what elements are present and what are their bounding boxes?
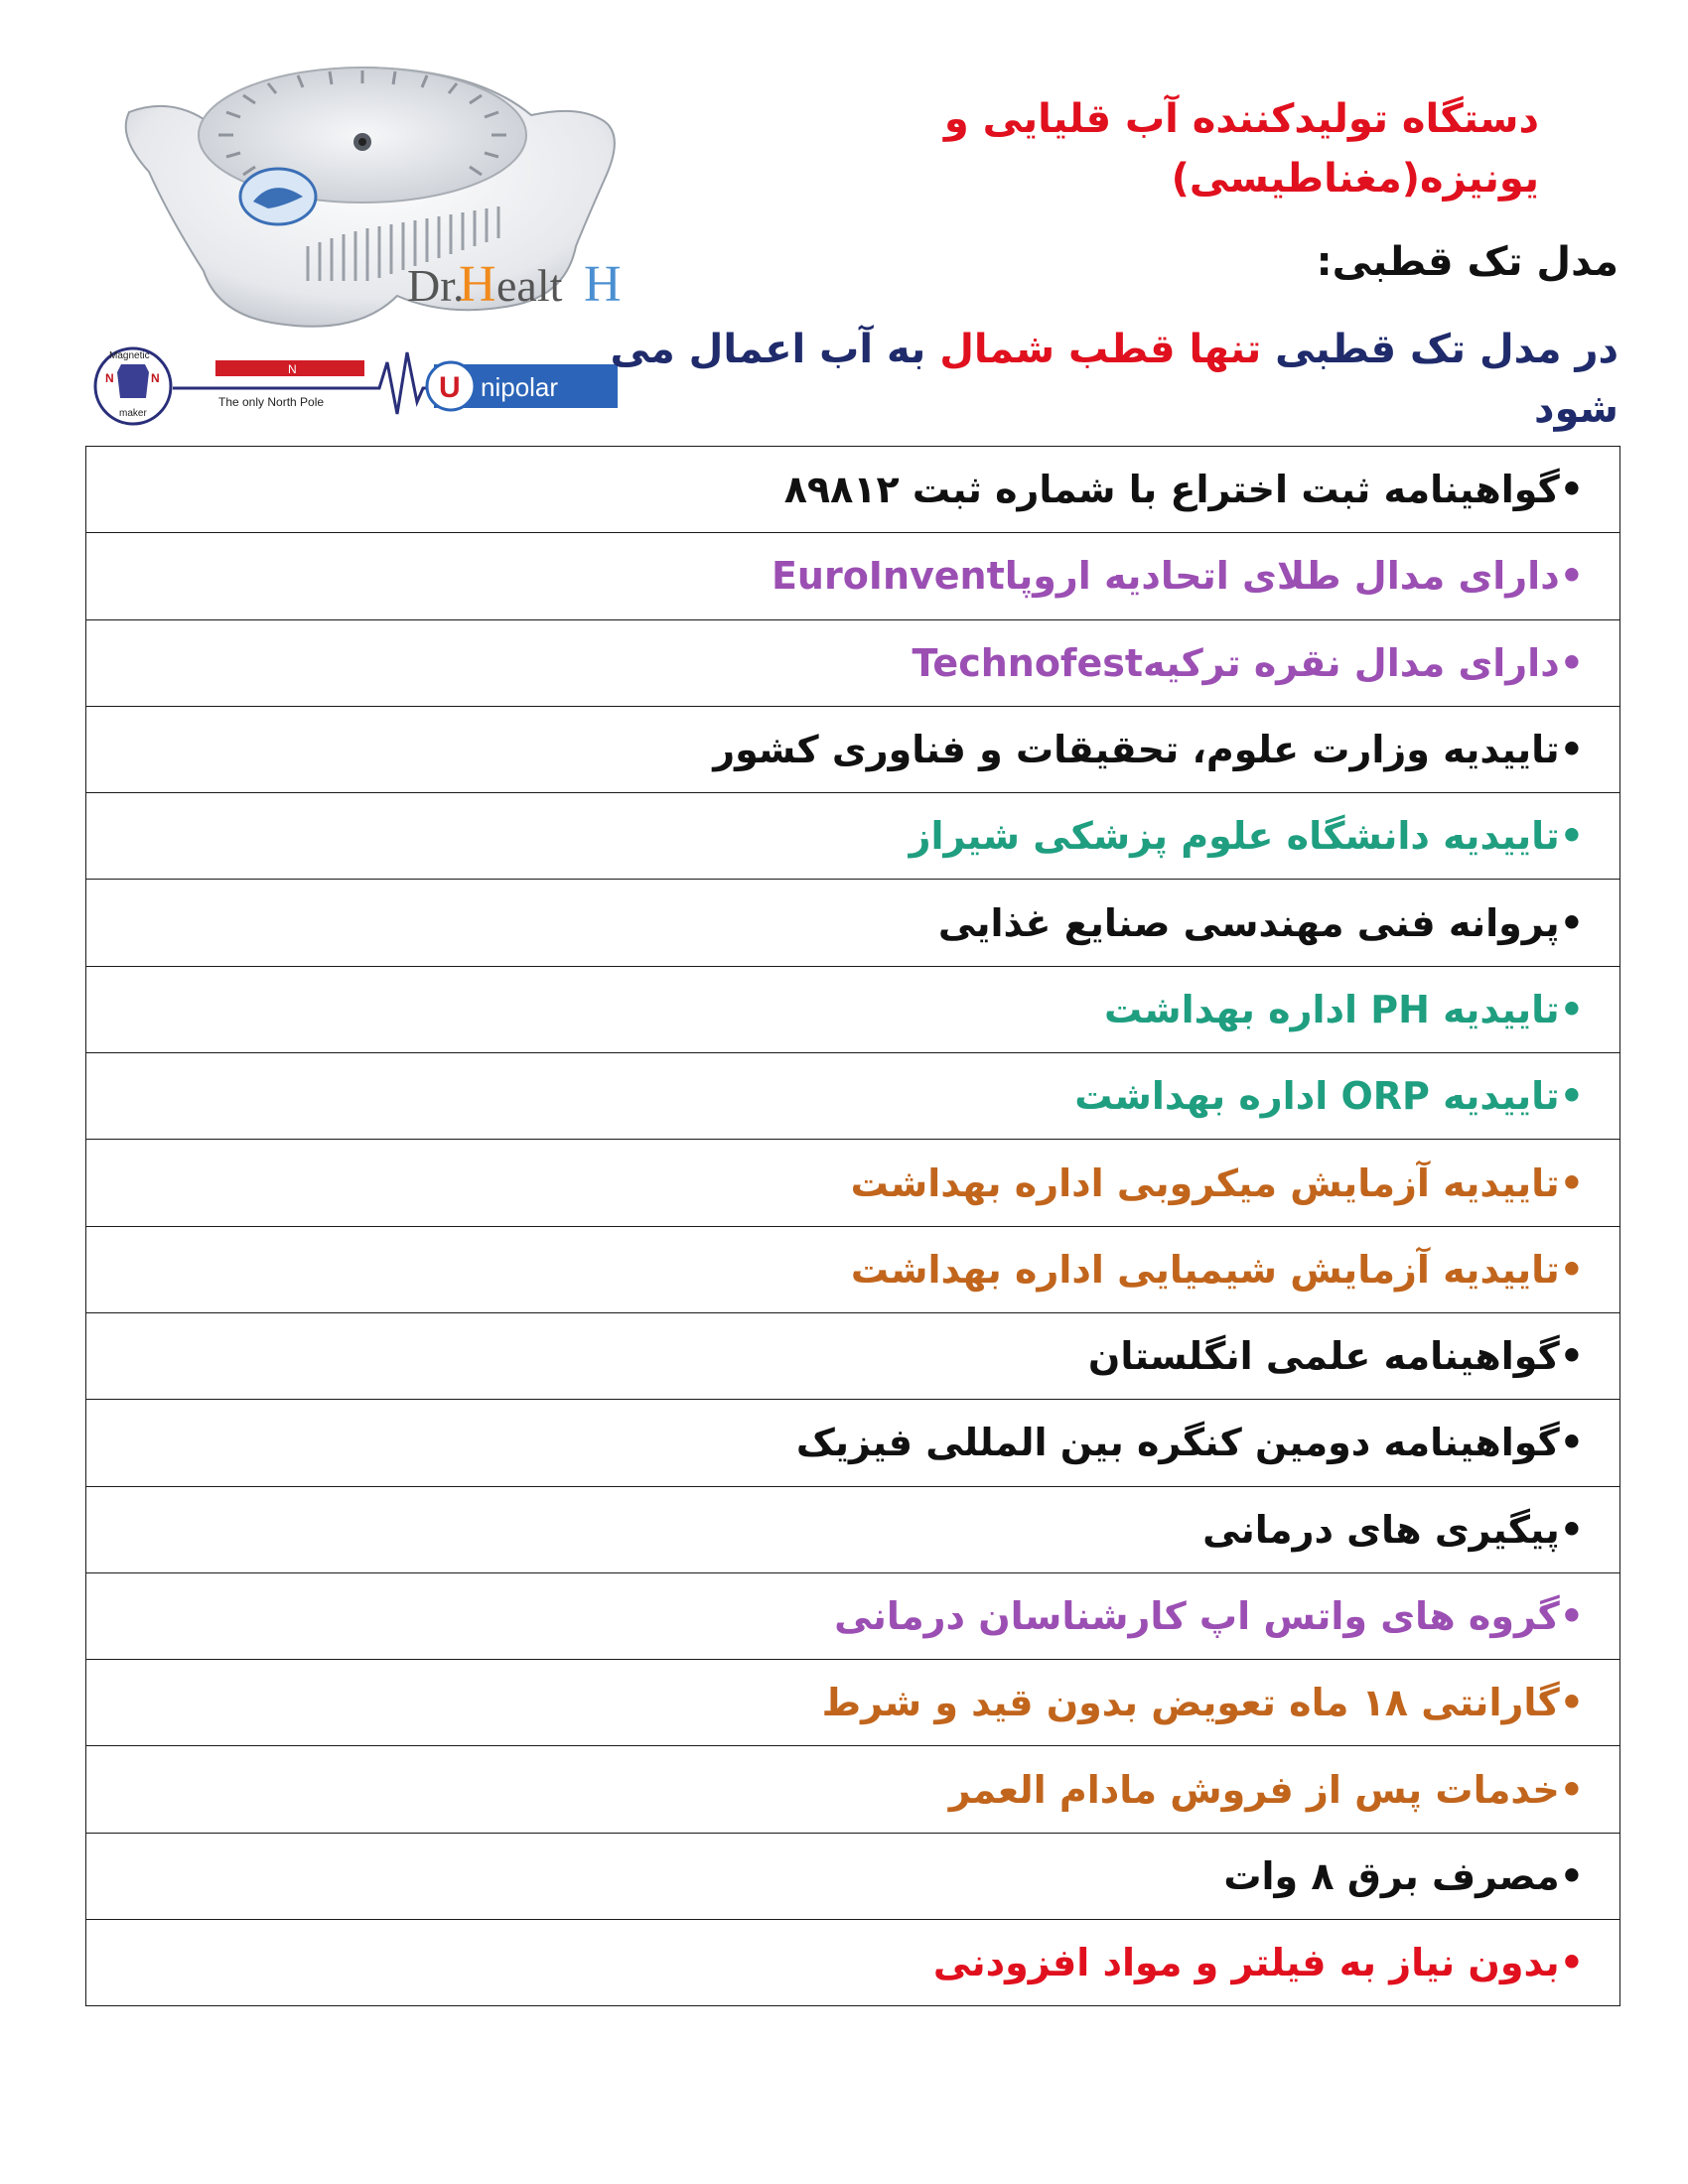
table-row	[86, 1572, 1620, 1659]
table-row	[86, 447, 1620, 533]
description-part-1: در مدل تک قطبی	[1261, 327, 1618, 372]
table-row	[86, 793, 1620, 880]
svg-text:ealt: ealt	[496, 260, 563, 311]
svg-text:maker: maker	[119, 408, 147, 419]
feature-item: •تاییدیه PH اداره بهداشت	[86, 966, 1620, 1052]
feature-item: •گارانتی ۱۸ ماه تعویض بدون قید و شرط	[86, 1660, 1620, 1746]
table-row	[86, 1312, 1620, 1399]
svg-text:N: N	[105, 371, 114, 385]
table-row	[86, 880, 1620, 966]
features-table	[85, 446, 1620, 2006]
table-row	[86, 1140, 1620, 1226]
svg-text:N: N	[288, 362, 297, 376]
features-body	[86, 447, 1620, 2006]
feature-item: •مصرف برق ۸ وات	[86, 1833, 1620, 1919]
svg-text:nipolar: nipolar	[481, 372, 559, 402]
svg-text:Magnetic: Magnetic	[109, 350, 150, 361]
feature-item: •گواهینامه علمی انگلستان	[86, 1312, 1620, 1399]
feature-item: •تاییدیه آزمایش شیمیایی اداره بهداشت	[86, 1226, 1620, 1312]
feature-item: •گروه های واتس اپ کارشناسان درمانی	[86, 1572, 1620, 1659]
table-row	[86, 1833, 1620, 1919]
table-row	[86, 1920, 1620, 2006]
svg-text:H: H	[584, 256, 622, 313]
svg-text:Dr.: Dr.	[407, 260, 465, 311]
feature-item: •بدون نیاز به فیلتر و مواد افزودنی	[86, 1920, 1620, 2006]
table-row	[86, 1486, 1620, 1572]
feature-item: •تاییدیه آزمایش میکروبی اداره بهداشت	[86, 1140, 1620, 1226]
feature-item: •دارای مدال طلای اتحادیه اروپاEuroInvent	[86, 533, 1620, 619]
feature-item: •خدمات پس از فروش مادام العمر	[86, 1746, 1620, 1833]
table-row	[86, 1226, 1620, 1312]
table-row	[86, 533, 1620, 619]
table-row	[86, 706, 1620, 792]
table-row	[86, 1660, 1620, 1746]
table-row	[86, 1746, 1620, 1833]
feature-item: •گواهینامه دومین کنگره بین المللی فیزیک	[86, 1400, 1620, 1486]
svg-text:H: H	[459, 256, 496, 313]
page-title: دستگاه تولیدکننده آب قلیایی و یونیزه(مغناطیسی)	[943, 96, 1539, 202]
description-highlight: تنها قطب شمال	[939, 327, 1262, 372]
svg-text:N: N	[151, 371, 160, 385]
feature-item: •پیگیری های درمانی	[86, 1486, 1620, 1572]
svg-text:The only North Pole: The only North Pole	[218, 395, 325, 409]
feature-item: •دارای مدال نقره ترکیهTechnofest	[86, 619, 1620, 706]
device-image	[109, 58, 635, 345]
certification-logos	[91, 342, 628, 430]
table-row	[86, 966, 1620, 1052]
svg-text:U: U	[439, 371, 461, 404]
header	[0, 0, 1688, 437]
table-row	[86, 1400, 1620, 1486]
model-description	[606, 320, 1618, 439]
feature-item: •تاییدیه دانشگاه علوم پزشکی شیراز	[86, 793, 1620, 880]
feature-item: •تاییدیه ORP اداره بهداشت	[86, 1053, 1620, 1140]
feature-item: •تاییدیه وزارت علوم، تحقیقات و فناوری کشور	[86, 706, 1620, 792]
model-label: مدل تک قطبی:	[1316, 239, 1618, 285]
feature-item: •پروانه فنی مهندسی صنایع غذایی	[86, 880, 1620, 966]
table-row	[86, 1053, 1620, 1140]
table-row	[86, 619, 1620, 706]
description-part-3: به آب اعمال می شود	[610, 327, 1618, 432]
title-block	[606, 89, 1618, 439]
feature-item: •گواهینامه ثبت اختراع با شماره ثبت ۸۹۸۱۲	[86, 447, 1620, 533]
